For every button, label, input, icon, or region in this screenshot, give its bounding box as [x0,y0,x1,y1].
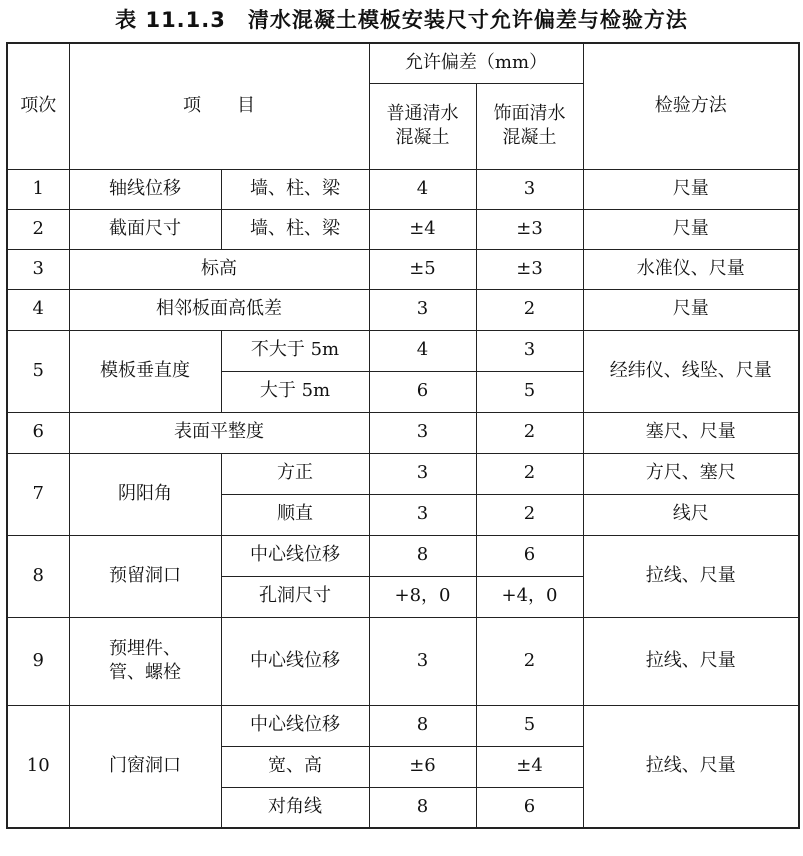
header-tolerance-group: 允许偏差（mm） [369,43,583,83]
row-subitem: 孔洞尺寸 [221,576,369,617]
row-method: 尺量 [583,169,799,209]
header-row [7,43,799,83]
row-normal: 3 [369,494,476,535]
row-facing: ±4 [476,746,583,787]
row-subitem: 中心线位移 [221,705,369,746]
header-item: 项 目 [69,43,369,169]
table-title: 表 11.1.3 清水混凝土模板安装尺寸允许偏差与检验方法 [115,8,688,32]
row-facing: 2 [476,617,583,705]
row-number: 9 [7,617,69,705]
row-item: 标高 [69,249,369,289]
row-method: 线尺 [583,494,799,535]
row-subitem: 宽、高 [221,746,369,787]
row-item: 模板垂直度 [69,330,221,412]
row-item: 表面平整度 [69,412,369,453]
row-facing: 6 [476,787,583,828]
row-method: 水准仪、尺量 [583,249,799,289]
row-facing: 5 [476,705,583,746]
header-method: 检验方法 [583,43,799,169]
row-normal: 8 [369,787,476,828]
row-method: 尺量 [583,209,799,249]
row-facing: 2 [476,494,583,535]
table-row [7,412,799,453]
header-normal [369,83,476,169]
row-method: 塞尺、尺量 [583,412,799,453]
row-number: 10 [7,705,69,828]
row-facing: 3 [476,169,583,209]
row-facing: 6 [476,535,583,576]
row-method: 拉线、尺量 [583,705,799,828]
row-item: 预留洞口 [69,535,221,617]
row-normal: ±5 [369,249,476,289]
row-normal: 3 [369,289,476,330]
row-item: 轴线位移 [69,169,221,209]
row-number: 6 [7,412,69,453]
row-normal: 3 [369,453,476,494]
table-row [7,209,799,249]
row-method: 尺量 [583,289,799,330]
row-item [69,617,221,705]
row-number: 4 [7,289,69,330]
row-normal: +8，0 [369,576,476,617]
header-index: 项次 [7,43,69,169]
row-number: 2 [7,209,69,249]
table-row [7,330,799,371]
row-facing: 2 [476,453,583,494]
row-normal: ±4 [369,209,476,249]
table-row [7,249,799,289]
row-normal: 3 [369,412,476,453]
table-row [7,289,799,330]
row-normal: 4 [369,330,476,371]
row-subitem: 中心线位移 [221,617,369,705]
row-number: 5 [7,330,69,412]
row-item-line2: 管、螺栓 [109,662,181,683]
header-normal-line1: 普通清水 [386,102,459,124]
row-item: 截面尺寸 [69,209,221,249]
table-row [7,169,799,209]
row-facing: ±3 [476,209,583,249]
table-row [7,705,799,746]
header-facing-line1: 饰面清水 [493,102,566,124]
row-subitem: 顺直 [221,494,369,535]
table-row [7,535,799,576]
row-normal: 8 [369,535,476,576]
row-normal: ±6 [369,746,476,787]
row-number: 1 [7,169,69,209]
row-subitem: 墙、柱、梁 [221,209,369,249]
row-facing: 3 [476,330,583,371]
row-normal: 8 [369,705,476,746]
row-method: 拉线、尺量 [583,535,799,617]
header-normal-line2: 混凝土 [395,127,450,148]
row-method: 拉线、尺量 [583,617,799,705]
header-facing-line2: 混凝土 [502,127,557,148]
table-row [7,617,799,705]
tolerance-table [6,42,800,829]
row-subitem: 墙、柱、梁 [221,169,369,209]
row-method: 经纬仪、线坠、尺量 [583,330,799,412]
row-facing: ±3 [476,249,583,289]
row-normal: 6 [369,371,476,412]
row-facing: 2 [476,412,583,453]
row-number: 7 [7,453,69,535]
row-subitem: 大于 5m [221,371,369,412]
row-facing: 5 [476,371,583,412]
row-number: 3 [7,249,69,289]
row-item: 阴阳角 [69,453,221,535]
row-subitem: 对角线 [221,787,369,828]
row-subitem: 方正 [221,453,369,494]
table-row [7,453,799,494]
row-facing: 2 [476,289,583,330]
row-facing: +4，0 [476,576,583,617]
row-method: 方尺、塞尺 [583,453,799,494]
row-number: 8 [7,535,69,617]
row-normal: 4 [369,169,476,209]
row-item: 相邻板面高低差 [69,289,369,330]
row-item-line1: 预埋件、 [109,637,181,659]
row-subitem: 中心线位移 [221,535,369,576]
row-item: 门窗洞口 [69,705,221,828]
row-subitem: 不大于 5m [221,330,369,371]
row-normal: 3 [369,617,476,705]
header-facing [476,83,583,169]
